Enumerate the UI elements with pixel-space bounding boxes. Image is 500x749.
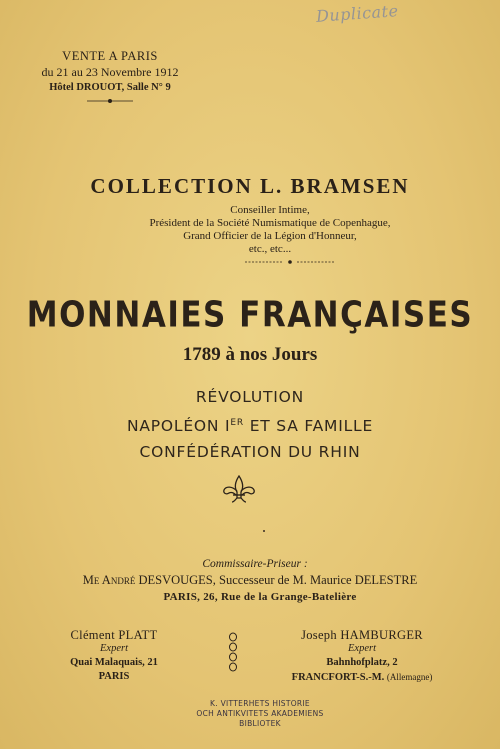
chain-ornament-icon bbox=[227, 632, 239, 674]
period-list bbox=[0, 384, 500, 465]
commissaire-name-primary: Me André DESVOUGES bbox=[82, 573, 213, 587]
period-napoleon bbox=[0, 410, 500, 439]
decorative-dot bbox=[263, 530, 265, 532]
expert-left bbox=[14, 628, 214, 684]
commissaire-label: Commissaire-Priseur : bbox=[202, 558, 308, 570]
collector-titles bbox=[0, 204, 500, 265]
expert-right bbox=[262, 628, 462, 685]
collection-name: COLLECTION L. BRAMSEN bbox=[90, 174, 410, 198]
expert-right-city bbox=[262, 670, 462, 685]
catalogue-subtitle: 1789 à nos Jours bbox=[182, 344, 318, 365]
sale-venue: Hôtel DROUOT, Salle N° 9 bbox=[49, 82, 171, 93]
collector-title-line: Conseiller Intime, bbox=[230, 204, 310, 216]
library-stamp bbox=[0, 699, 500, 729]
sale-dates: du 21 au 23 Novembre 1912 bbox=[41, 65, 179, 79]
sale-info bbox=[0, 48, 220, 104]
expert-right-role: Expert bbox=[348, 643, 376, 654]
period-napoleon-text: NAPOLÉON I bbox=[126, 417, 231, 435]
expert-left-role: Expert bbox=[100, 643, 128, 654]
library-stamp-line: K. VITTERHETS HISTORIE bbox=[210, 699, 310, 708]
expert-left-city: PARIS bbox=[98, 671, 130, 682]
period-revolution: RÉVOLUTION bbox=[195, 388, 305, 406]
library-stamp-line: OCH ANTIKVITETS AKADEMIENS bbox=[196, 709, 324, 718]
collector-title-line: Grand Officier de la Légion d'Honneur, bbox=[183, 230, 357, 242]
period-napoleon-ordinal: ER bbox=[230, 418, 244, 428]
expert-right-address: Bahnhofplatz, 2 bbox=[326, 657, 398, 668]
commissaire-address: PARIS, 26, Rue de la Grange-Batelière bbox=[163, 591, 357, 603]
expert-right-city-name: FRANCFORT-S.-M. bbox=[291, 672, 385, 683]
collector-title-line: etc., etc... bbox=[248, 243, 292, 255]
collector-title-line: Président de la Société Numismatique de Copenhague, bbox=[149, 217, 391, 229]
commissaire-name-successor: , Successeur de M. Maurice DELESTRE bbox=[212, 573, 418, 587]
expert-right-country: (Allemagne) bbox=[386, 672, 433, 682]
period-napoleon-suffix: ET SA FAMILLE bbox=[243, 417, 374, 435]
library-stamp-line: BIBLIOTEK bbox=[239, 719, 281, 728]
period-confederation: CONFÉDÉRATION DU RHIN bbox=[139, 443, 361, 461]
ornament-divider-icon bbox=[245, 259, 335, 265]
handwritten-note: Duplicate bbox=[315, 1, 400, 26]
fleur-de-lis-icon bbox=[221, 474, 257, 504]
sale-location: VENTE A PARIS bbox=[62, 49, 158, 63]
commissaire-name bbox=[0, 573, 500, 588]
ornament-divider-icon bbox=[87, 98, 133, 104]
expert-left-address: Quai Malaquais, 21 bbox=[70, 657, 158, 668]
expert-left-name: Clément PLATT bbox=[70, 628, 158, 642]
catalogue-title: MONNAIES FRANÇAISES bbox=[26, 294, 474, 336]
expert-right-name: Joseph HAMBURGER bbox=[301, 628, 423, 642]
